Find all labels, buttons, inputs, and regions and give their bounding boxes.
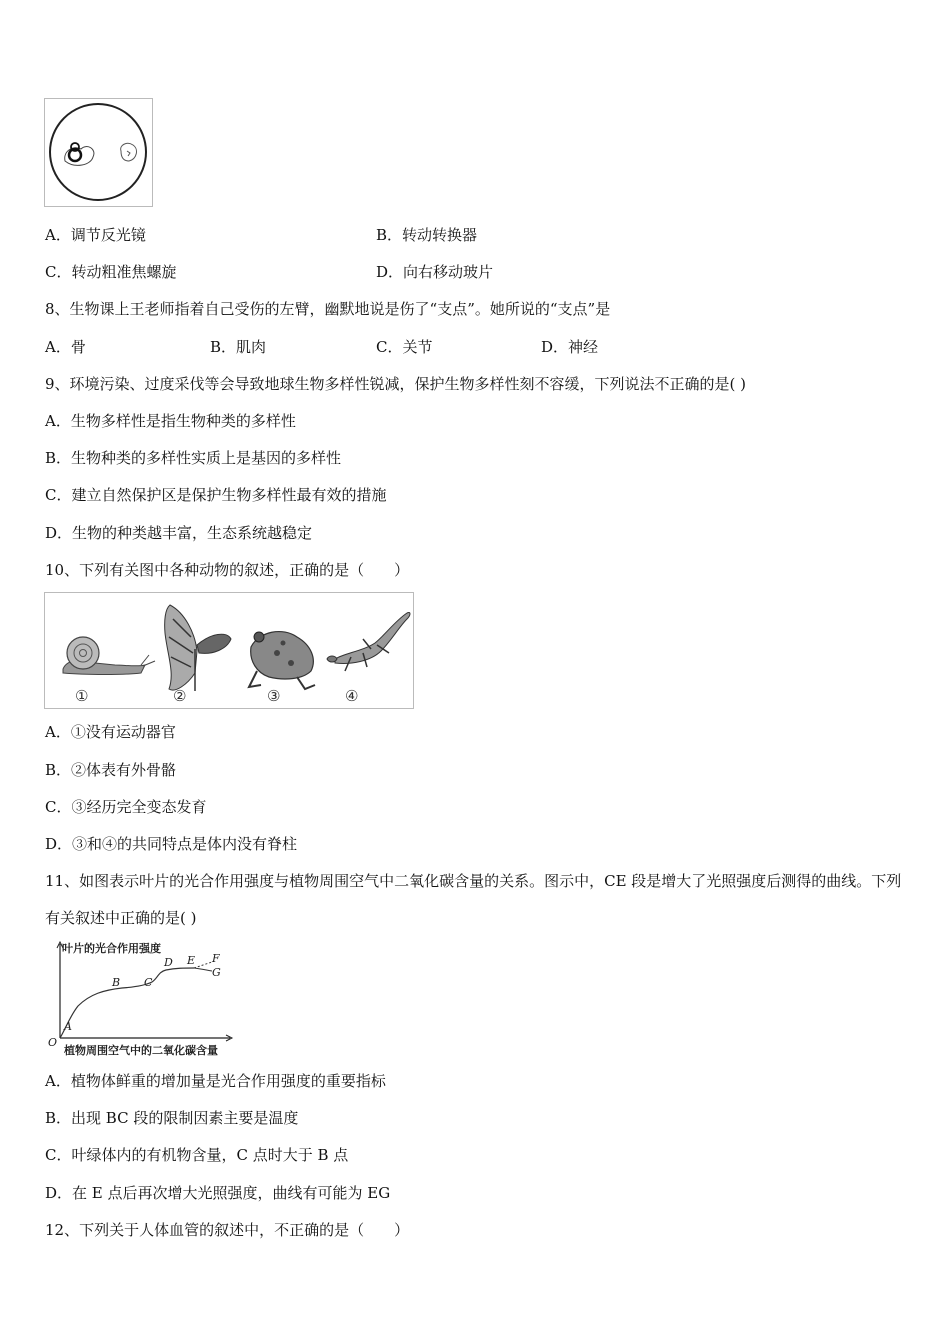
option-text: 出现 BC 段的限制因素主要是温度 (71, 1109, 299, 1127)
q8-option-b[interactable] (210, 337, 266, 357)
curve-oabc-line (60, 968, 194, 1038)
q11-option-b[interactable] (45, 1108, 298, 1128)
option-letter: D． (45, 524, 73, 542)
photosynthesis-chart-drawing (44, 938, 234, 1058)
option-text: 肌肉 (236, 338, 267, 356)
option-text: 建立自然保护区是保护生物多样性最有效的措施 (71, 486, 387, 504)
point-e-label: E (187, 954, 196, 967)
option-letter: C． (376, 338, 403, 356)
point-b-label: B (112, 976, 121, 989)
point-f-label: F (212, 952, 220, 965)
q11-option-d[interactable] (45, 1183, 390, 1203)
x-axis-label: 植物周围空气中的二氧化碳含量 (64, 1044, 218, 1057)
option-text: 植物体鲜重的增加量是光合作用强度的重要指标 (70, 1072, 386, 1090)
q11-option-a[interactable] (45, 1071, 386, 1091)
q10-option-b[interactable] (45, 760, 176, 780)
snail-icon (63, 637, 155, 675)
option-letter: B． (45, 761, 72, 779)
q9-stem: 9、环境污染、过度采伐等会导致地球生物多样性锐减，保护生物多样性刻不容缓，下列说法不正确的是( ) (45, 375, 747, 393)
option-letter: C． (45, 1146, 72, 1164)
y-axis-label: 叶片的光合作用强度 (62, 942, 161, 955)
option-letter: B． (45, 1109, 72, 1127)
option-text: 调节反光镜 (70, 226, 146, 244)
option-letter: C． (45, 263, 72, 281)
origin-label: O (48, 1036, 58, 1049)
q9-option-a[interactable] (45, 411, 296, 431)
option-text: ①没有运动器官 (70, 723, 176, 741)
animals-figure (44, 592, 414, 709)
animal-label-4: ④ (345, 687, 359, 705)
option-text: 生物种类的多样性实质上是基因的多样性 (71, 449, 342, 467)
q11-option-c[interactable] (45, 1145, 348, 1165)
option-letter: D． (376, 263, 404, 281)
q9-option-c[interactable] (45, 485, 387, 505)
point-c-label: C (144, 976, 153, 989)
point-a-label: A (64, 1020, 72, 1033)
q10-option-a[interactable] (45, 722, 176, 742)
option-letter: A． (45, 1072, 71, 1090)
q7-option-c[interactable] (45, 262, 177, 282)
option-text: 神经 (568, 338, 599, 356)
option-text: ③和④的共同特点是体内没有脊柱 (72, 835, 298, 853)
curve-eg-line (194, 968, 212, 971)
q7-option-a[interactable] (45, 225, 146, 245)
curve-ef-line (194, 962, 212, 968)
option-text: ②体表有外骨骼 (71, 761, 177, 779)
point-g-label: G (212, 966, 221, 979)
option-text: 生物的种类越丰富，生态系统越稳定 (72, 524, 313, 542)
q11-stem: 11、如图表示叶片的光合作用强度与植物周围空气中二氧化碳含量的关系。图示中，CE 段是增大了光照强度后测得的曲线。下列有关叙述中正确的是( ) (45, 872, 902, 927)
option-letter: A． (45, 338, 71, 356)
option-letter: B． (45, 449, 72, 467)
animal-label-2: ② (173, 687, 187, 705)
q10-option-c[interactable] (45, 797, 207, 817)
microscope-view-drawing (45, 99, 152, 206)
q8-option-d[interactable] (541, 337, 598, 357)
q12-stem: 12、下列关于人体血管的叙述中，不正确的是（ ） (45, 1221, 410, 1239)
option-letter: C． (45, 486, 72, 504)
option-letter: D． (45, 1184, 73, 1202)
animals-drawing (45, 593, 413, 708)
option-text: 在 E 点后再次增大光照强度，曲线有可能为 EG (72, 1184, 391, 1202)
q7-option-d[interactable] (376, 262, 493, 282)
option-letter: A． (45, 226, 71, 244)
q10-option-d[interactable] (45, 834, 297, 854)
q8-stem: 8、生物课上王老师指着自己受伤的左臂，幽默地说是伤了“支点”。她所说的“支点”是 (45, 300, 611, 318)
option-letter: A． (45, 723, 71, 741)
option-letter: D． (45, 835, 73, 853)
option-letter: B． (376, 226, 403, 244)
option-text: 关节 (402, 338, 433, 356)
option-text: 生物多样性是指生物种类的多样性 (70, 412, 296, 430)
option-text: 转动转换器 (402, 226, 478, 244)
q10-stem: 10、下列有关图中各种动物的叙述，正确的是（ ） (45, 561, 410, 579)
q8-option-c[interactable] (376, 337, 433, 357)
q9-option-d[interactable] (45, 523, 312, 543)
animal-label-3: ③ (267, 687, 281, 705)
option-letter: C． (45, 798, 72, 816)
point-d-label: D (164, 956, 173, 969)
option-text: 骨 (70, 338, 86, 356)
option-letter: B． (210, 338, 237, 356)
option-letter: A． (45, 412, 71, 430)
butterfly-icon (165, 605, 231, 691)
q9-option-b[interactable] (45, 448, 341, 468)
option-letter: D． (541, 338, 569, 356)
option-text: 向右移动玻片 (403, 263, 494, 281)
option-text: 转动粗准焦螺旋 (71, 263, 177, 281)
frog-icon (249, 632, 315, 689)
q8-option-a[interactable] (45, 337, 86, 357)
microscope-view-figure (44, 98, 153, 207)
q7-option-b[interactable] (376, 225, 477, 245)
lizard-icon (327, 612, 410, 671)
photosynthesis-chart (44, 938, 234, 1058)
option-text: 叶绿体内的有机物含量，C 点时大于 B 点 (71, 1146, 349, 1164)
animal-label-1: ① (75, 687, 89, 705)
option-text: ③经历完全变态发育 (71, 798, 207, 816)
